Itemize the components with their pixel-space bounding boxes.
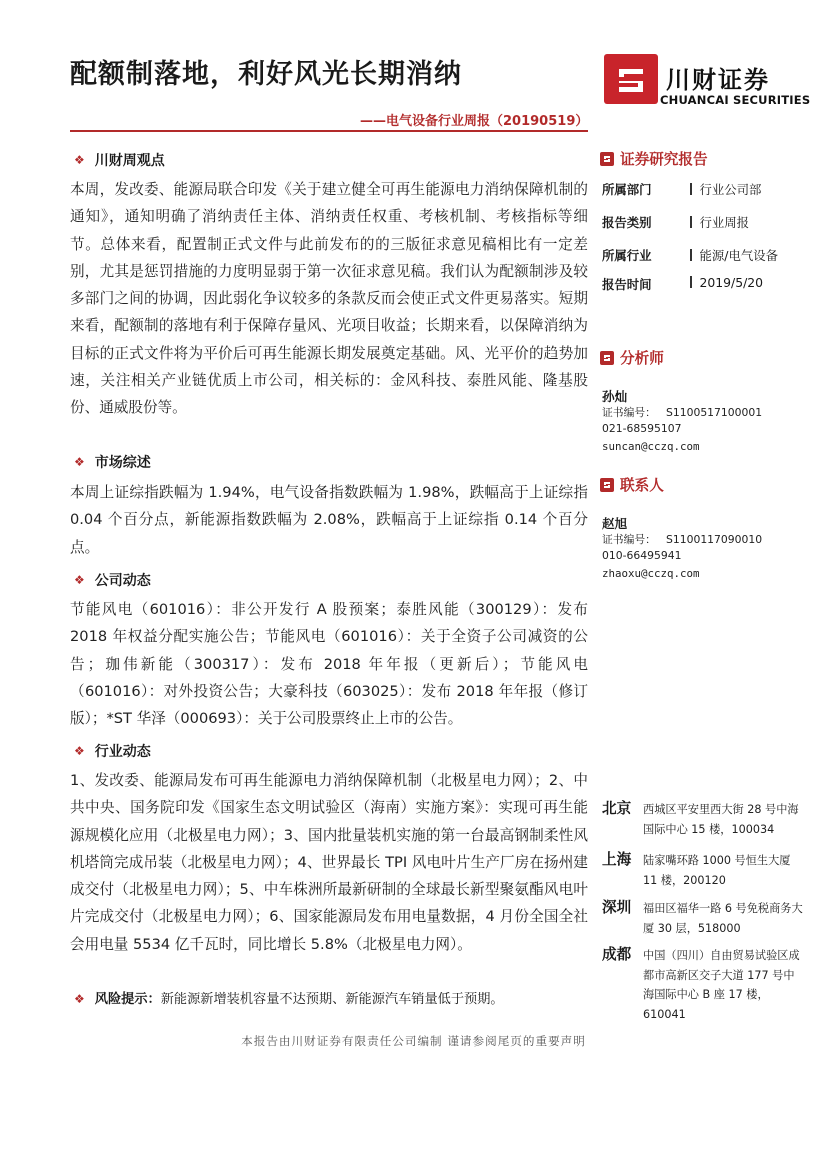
contact-phone: 010-66495941	[602, 549, 682, 562]
sidebar-heading-label: 分析师	[620, 350, 664, 367]
analyst-name: 孙灿	[602, 389, 628, 404]
sidebar-heading-analyst	[600, 347, 664, 368]
paragraph-company: 节能风电（601016）：非公开发行 A 股预案；泰胜风能（300129）：发布 2018 年权益分配实施公告；节能风电（601016）：关于全资子公司减资的公告；珈伟新能（300317）：发布 2018 年年报（更新后）；节能风电（601016）：对外投资公告；大豪科技（603025）：发布 2018 年年报（修订版）；*ST 华泽（000693）：关于公司股票终止上市的公告。	[70, 601, 588, 728]
section-heading-label: 行业动态	[94, 744, 151, 760]
meta-key: 报告类别	[602, 215, 652, 230]
diamond-bullet-icon: ❖	[74, 573, 85, 587]
section-heading-company	[74, 570, 151, 590]
contact-name: 赵旭	[602, 516, 628, 531]
report-title: 配额制落地，利好风光长期消纳	[70, 59, 462, 90]
office-address: 福田区福华一路 6 号免税商务大厦 30 层，518000	[643, 902, 803, 935]
paragraph-industry: 1、发改委、能源局发布可再生能源电力消纳保障机制（北极星电力网）；2、中共中央、国务院印发《国家生态文明试验区（海南）实施方案》：实现可再生能源规模化应用（北极星电力网）；3、国内批量装机实施的第一台最高钢制柔性风机塔筒完成吊装（北极星电力网）；4、世界最长 TPI 风电叶片生产厂房在扬州建成交付（北极星电力网）；5、中车株洲所最新研制的全球最长新型聚氨酯风电叶片完成交付（北极星电力网）；6、国家能源局发布用电量数据，4 月份全国全社会用电量 5534 亿千瓦时，同比增长 5.8%（北极星电力网）。	[70, 772, 588, 953]
section-heading-label: 川财周观点	[94, 153, 165, 169]
analyst-cert	[602, 405, 762, 420]
cert-number: S1100517100001	[665, 406, 763, 419]
analyst-email[interactable]: suncan@cczq.com	[602, 440, 700, 453]
sidebar-heading-contact	[600, 474, 664, 495]
cert-label: 证书编号：	[602, 533, 656, 546]
analyst-phone: 021-68595107	[602, 422, 682, 435]
sidebar-heading-label: 证券研究报告	[620, 151, 708, 168]
office-city: 上海	[602, 851, 632, 868]
diamond-bullet-icon: ❖	[74, 153, 85, 167]
paragraph-view: 本周，发改委、能源局联合印发《关于建立健全可再生能源电力消纳保障机制的通知》，通知明确了消纳责任主体、消纳责任权重、考核机制、考核指标等细节。总体来看，配置制正式文件与此前发布的的三版征求意见稿相比有一定差别，尤其是惩罚措施的力度明显弱于第一次征求意见稿。我们认为配额制涉及较多部门之间的协调，因此弱化争议较多的条款反而会使正式文件更易落实。短期来看，配额制的落地有利于保障存量风、光项目收益；长期来看，以保障消纳为目标的正式文件将为平价后可再生能源长期发展奠定基础。风、光平价的趋势加速，关注相关产业链优质上市公司，相关标的：金风科技、泰胜风能、隆基股份、通威股份等。	[70, 181, 588, 417]
section-heading-view	[74, 150, 165, 170]
meta-value: 2019/5/20	[690, 275, 763, 290]
report-logo-icon	[600, 351, 614, 365]
report-logo-icon	[600, 152, 614, 166]
meta-key: 报告时间	[602, 277, 652, 292]
diamond-bullet-icon: ❖	[74, 744, 85, 758]
diamond-bullet-icon: ❖	[74, 992, 85, 1006]
risk-label: 风险提示：	[94, 992, 161, 1007]
report-logo-icon	[600, 478, 614, 492]
brand-name-cn: 川财证券	[666, 66, 770, 94]
risk-note	[74, 988, 588, 1007]
report-subtitle: ——电气设备行业周报（20190519）	[360, 114, 589, 129]
paragraph-market: 本周上证综指跌幅为 1.94%，电气设备指数跌幅为 1.98%，跌幅高于上证综指 0.04 个百分点，新能源指数跌幅为 2.08%，跌幅高于上证综指 0.14 个百分点。	[70, 484, 588, 556]
office-city: 深圳	[602, 899, 632, 916]
meta-value: 行业公司部	[690, 180, 761, 198]
meta-key: 所属部门	[602, 182, 652, 197]
section-heading-market	[74, 452, 151, 472]
section-heading-label: 市场综述	[94, 455, 151, 471]
office-city: 北京	[602, 800, 632, 817]
office-address: 中国（四川）自由贸易试验区成都市高新区交子大道 177 号中海国际中心 B 座 17 楼，610041	[643, 949, 800, 1021]
contact-email[interactable]: zhaoxu@cczq.com	[602, 567, 700, 580]
meta-value: 行业周报	[690, 213, 749, 231]
chuancai-logo-icon	[604, 54, 658, 104]
section-heading-industry	[74, 741, 151, 761]
meta-key: 所属行业	[602, 248, 652, 263]
brand-name-en: CHUANCAI SECURITIES	[660, 93, 811, 107]
page-footer: 本报告由川财证券有限责任公司编制 谨请参阅尾页的重要声明	[241, 1034, 586, 1048]
risk-body: 新能源新增装机容量不达预期、新能源汽车销量低于预期。	[160, 992, 504, 1007]
cert-label: 证书编号：	[602, 406, 656, 419]
cert-number: S1100117090010	[665, 533, 763, 546]
contact-cert	[602, 532, 762, 547]
section-heading-label: 公司动态	[94, 573, 151, 589]
office-city: 成都	[602, 946, 632, 963]
meta-value: 能源/电气设备	[690, 246, 778, 264]
sidebar-heading-label: 联系人	[620, 477, 664, 494]
sidebar-heading-report	[600, 148, 708, 169]
office-address: 陆家嘴环路 1000 号恒生大厦 11 楼，200120	[643, 854, 791, 887]
header-divider	[70, 130, 588, 132]
office-address: 西城区平安里西大街 28 号中海国际中心 15 楼，100034	[643, 803, 799, 836]
diamond-bullet-icon: ❖	[74, 455, 85, 469]
